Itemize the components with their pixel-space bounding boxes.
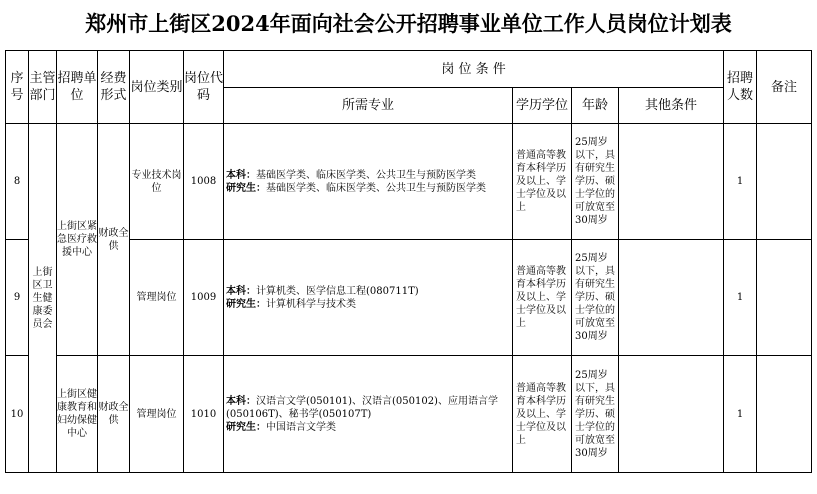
cell-seq: 10: [6, 356, 29, 473]
cell-funding: 财政全供: [98, 124, 130, 356]
header-dept: 主管部门: [29, 51, 57, 124]
cell-seq: 9: [6, 240, 29, 356]
major-undergrad-text: 汉语言文学(050101)、汉语言(050102)、应用语言学(050106T)、秘书学(050107T): [226, 395, 498, 420]
major-undergrad: [226, 169, 512, 182]
recruitment-plan-table: [5, 50, 812, 473]
cell-post-code: 1010: [184, 356, 224, 473]
major-undergrad-label: 本科：: [226, 395, 256, 407]
cell-other: [619, 124, 724, 240]
major-undergrad-text: 计算机类、医学信息工程(080711T): [256, 285, 419, 297]
header-remark: 备注: [757, 51, 812, 124]
cell-other: [619, 240, 724, 356]
header-count: 招聘人数: [724, 51, 757, 124]
header-unit: 招聘单位: [57, 51, 98, 124]
cell-post-type: 管理岗位: [130, 356, 184, 473]
cell-age: 25周岁以下，具有研究生学历、硕士学位的可放宽至30周岁: [572, 124, 619, 240]
header-seq: 序号: [6, 51, 29, 124]
cell-seq: 8: [6, 124, 29, 240]
cell-age: 25周岁以下，具有研究生学历、硕士学位的可放宽至30周岁: [572, 356, 619, 473]
major-postgrad-label: 研究生：: [226, 298, 266, 310]
cell-other: [619, 356, 724, 473]
cell-count: 1: [724, 240, 757, 356]
header-conditions: 岗 位 条 件: [224, 51, 724, 88]
major-undergrad-text: 基础医学类、临床医学类、公共卫生与预防医学类: [256, 169, 476, 181]
cell-unit: 上街区紧急医疗救援中心: [57, 124, 98, 356]
major-undergrad-label: 本科：: [226, 285, 256, 297]
cell-major: [224, 356, 513, 473]
cell-education: 普通高等教育本科学历及以上、学士学位及以上: [513, 124, 572, 240]
major-postgrad-label: 研究生：: [226, 182, 266, 194]
major-postgrad-text: 中国语言文学类: [266, 421, 336, 433]
cell-post-code: 1009: [184, 240, 224, 356]
cell-count: 1: [724, 356, 757, 473]
document-title: 郑州市上街区2024年面向社会公开招聘事业单位工作人员岗位计划表: [85, 11, 732, 36]
header-education: 学历学位: [513, 88, 572, 124]
cell-count: 1: [724, 124, 757, 240]
cell-dept: 上街区卫生健康委员会: [29, 124, 57, 473]
cell-major: [224, 240, 513, 356]
header-major: 所需专业: [224, 88, 513, 124]
cell-funding: 财政全供: [98, 356, 130, 473]
cell-education: 普通高等教育本科学历及以上、学士学位及以上: [513, 356, 572, 473]
major-undergrad: [226, 395, 512, 421]
cell-age: 25周岁以下，具有研究生学历、硕士学位的可放宽至30周岁: [572, 240, 619, 356]
cell-post-type: 管理岗位: [130, 240, 184, 356]
cell-major: [224, 124, 513, 240]
major-undergrad-label: 本科：: [226, 169, 256, 181]
major-postgrad-text: 基础医学类、临床医学类、公共卫生与预防医学类: [266, 182, 486, 194]
major-undergrad: [226, 285, 512, 298]
major-postgrad: [226, 182, 512, 195]
header-funding: 经费形式: [98, 51, 130, 124]
header-post-code: 岗位代码: [184, 51, 224, 124]
major-postgrad-text: 计算机科学与技术类: [266, 298, 356, 310]
major-postgrad: [226, 421, 512, 434]
header-age: 年龄: [572, 88, 619, 124]
cell-post-code: 1008: [184, 124, 224, 240]
cell-remark: [757, 240, 812, 356]
cell-remark: [757, 356, 812, 473]
cell-remark: [757, 124, 812, 240]
major-postgrad-label: 研究生：: [226, 421, 266, 433]
cell-education: 普通高等教育本科学历及以上、学士学位及以上: [513, 240, 572, 356]
major-postgrad: [226, 298, 512, 311]
cell-post-type: 专业技术岗位: [130, 124, 184, 240]
cell-unit: 上街区健康教育和妇幼保健中心: [57, 356, 98, 473]
header-post-type: 岗位类别: [130, 51, 184, 124]
header-other: 其他条件: [619, 88, 724, 124]
